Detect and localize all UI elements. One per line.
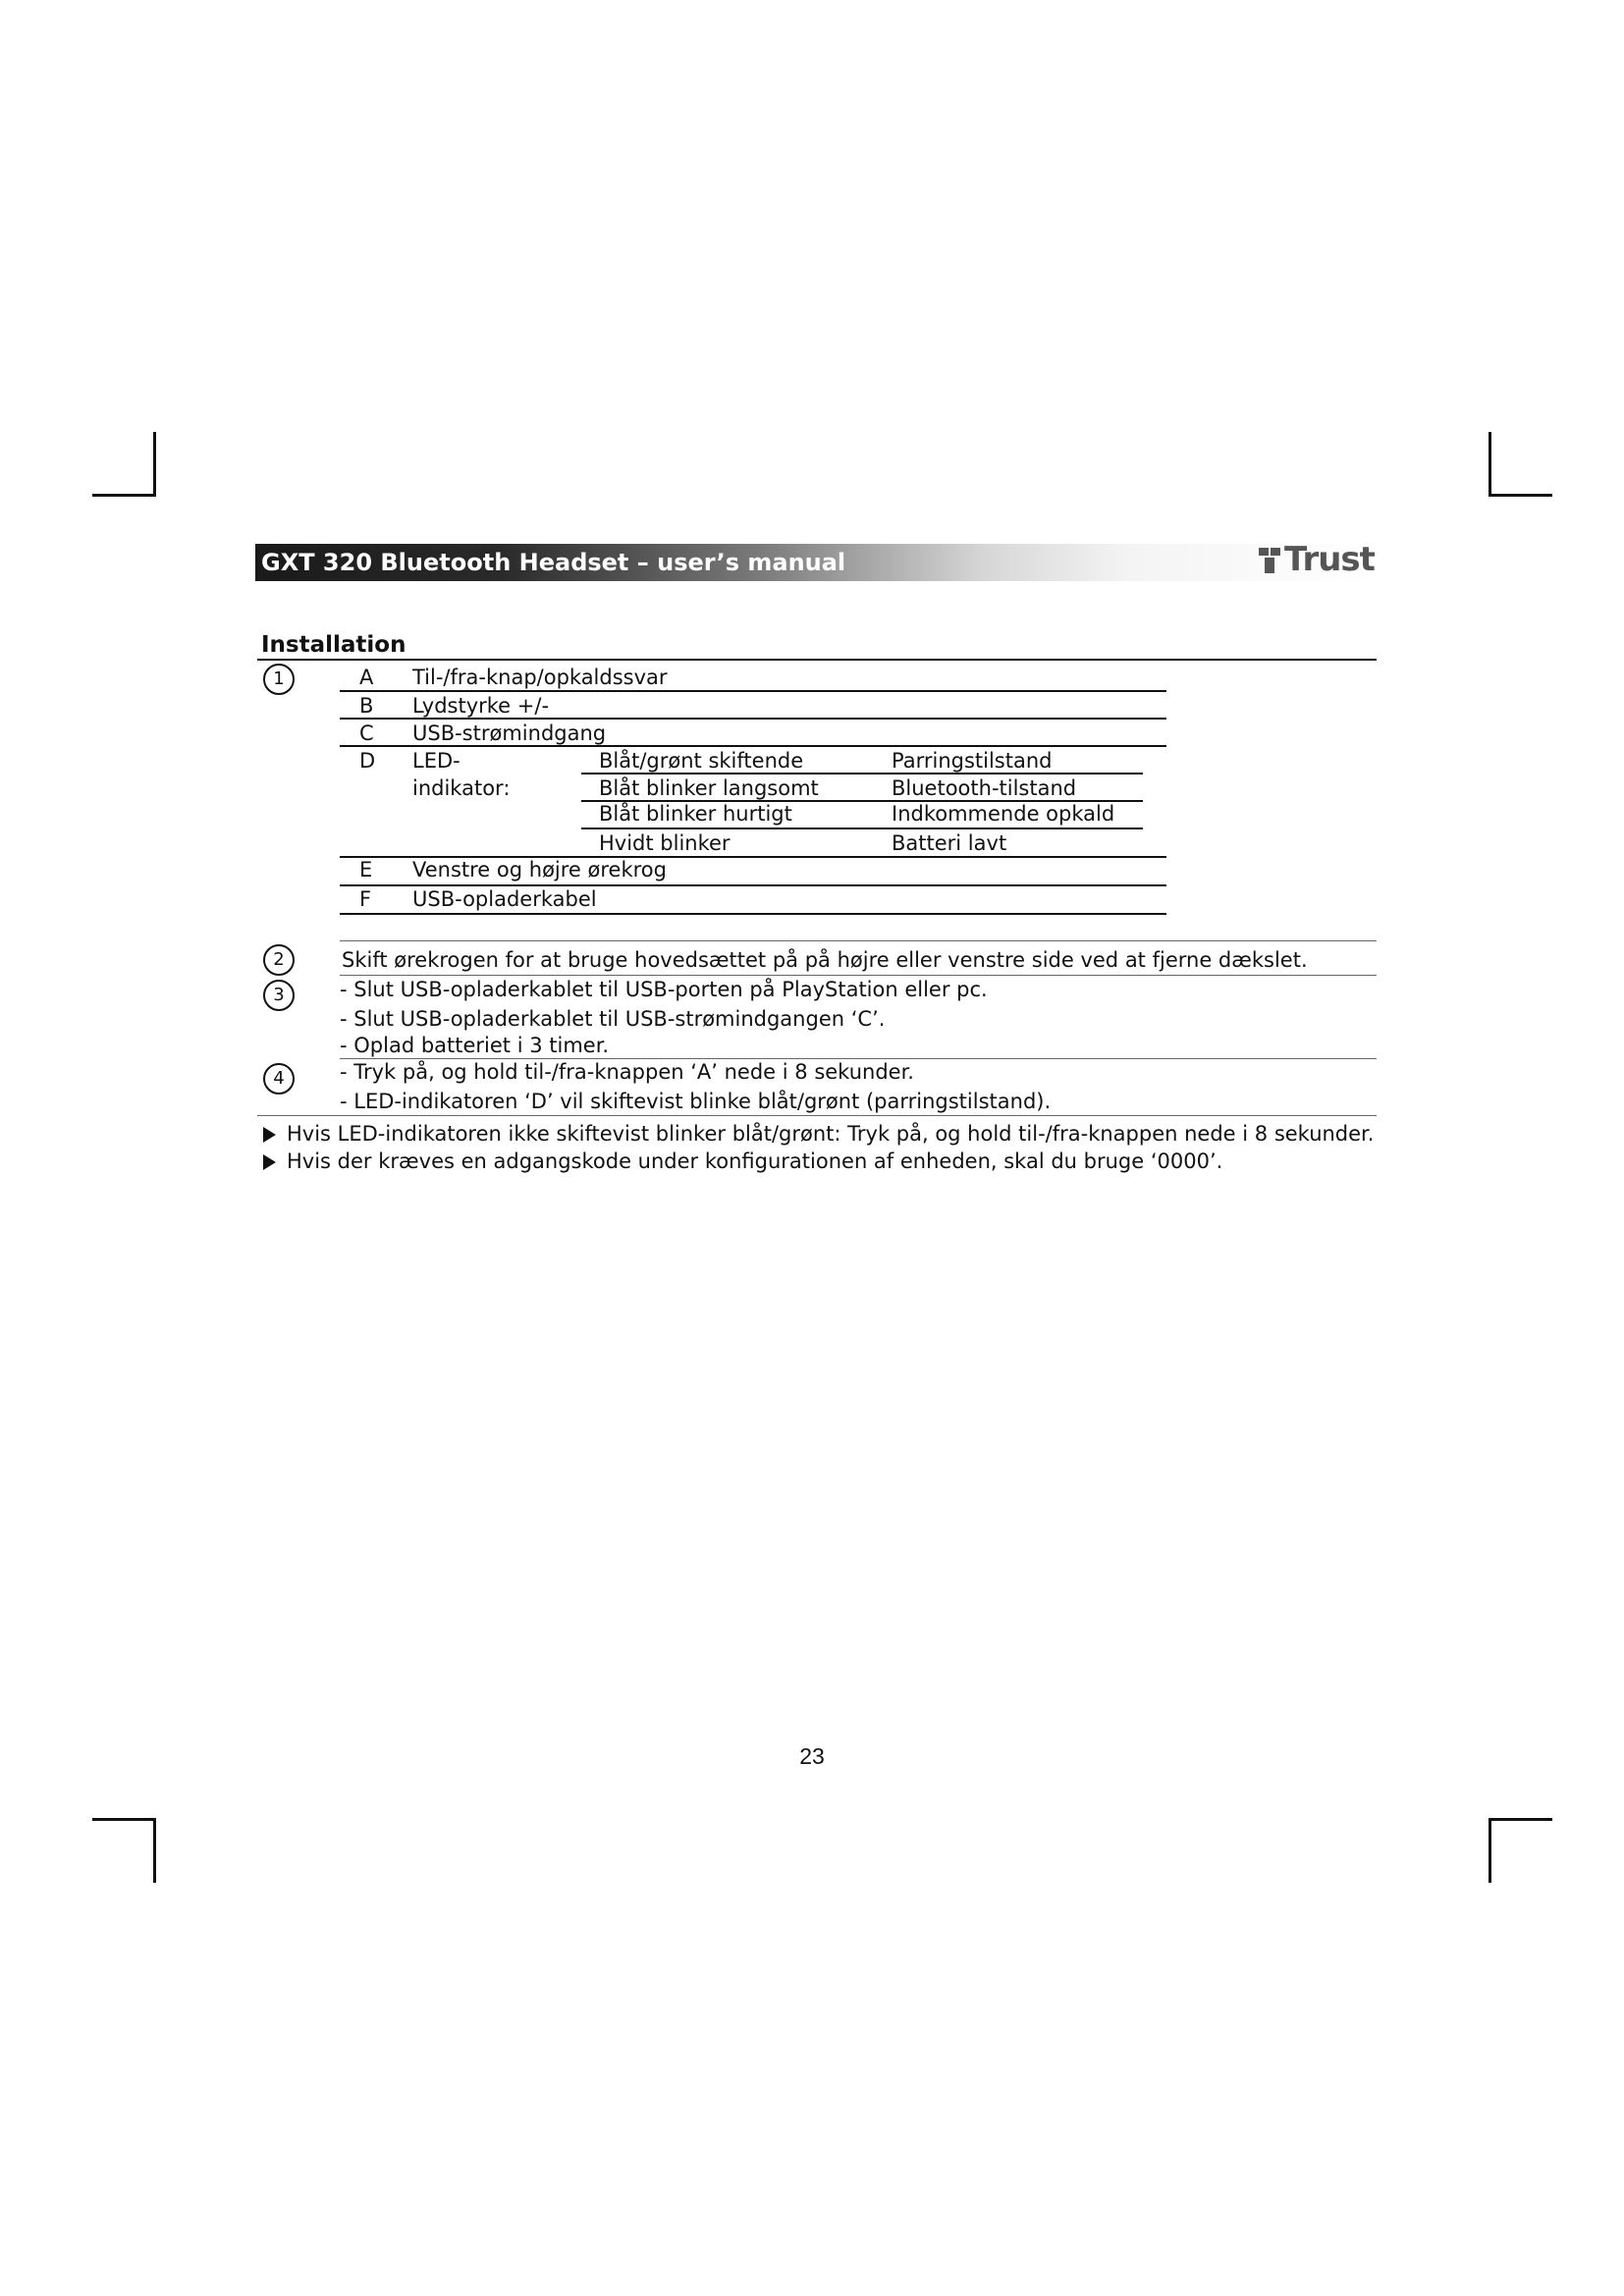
crop-mark-bottom-right-h	[1489, 1818, 1552, 1821]
crop-mark-bottom-left-h	[92, 1818, 156, 1821]
step-4-line: - LED-indikatoren ‘D’ vil skiftevist blinke blåt/grønt (parringstilstand).	[340, 1090, 1052, 1113]
led-meaning: Batteri lavt	[892, 831, 1007, 855]
part-letter: E	[359, 858, 373, 881]
page-number: 23	[799, 1743, 825, 1769]
led-meaning: Bluetooth-tilstand	[892, 776, 1077, 800]
part-letter: D	[359, 749, 376, 773]
trust-logo: Trust	[1284, 540, 1375, 579]
step-rule	[340, 940, 1377, 941]
table-rule	[340, 913, 1166, 915]
led-signal: Blåt blinker langsomt	[599, 776, 819, 800]
step-4-marker: 4	[263, 1063, 295, 1095]
step-rule	[257, 1115, 1377, 1116]
section-rule	[257, 659, 1377, 661]
crop-mark-bottom-right-v	[1489, 1818, 1491, 1883]
part-letter: C	[359, 721, 374, 745]
crop-mark-top-left-h	[92, 494, 156, 497]
step-1-marker: 1	[263, 664, 295, 695]
section-title: Installation	[261, 632, 406, 658]
part-label: Lydstyrke +/-	[412, 694, 550, 718]
step-4-line: - Tryk på, og hold til-/fra-knappen ‘A’ nede i 8 sekunder.	[340, 1060, 914, 1084]
part-label: USB-strømindgang	[412, 721, 607, 745]
crop-mark-top-right-h	[1489, 494, 1552, 497]
led-meaning: Parringstilstand	[892, 749, 1053, 773]
trust-logo-mark	[1259, 546, 1284, 575]
led-signal: Blåt/grønt skiftende	[599, 749, 804, 773]
manual-title: GXT 320 Bluetooth Headset – user’s manual	[261, 549, 846, 576]
part-letter: F	[359, 887, 372, 911]
part-label: Til-/fra-knap/opkaldssvar	[412, 666, 668, 689]
step-3-line: - Oplad batteriet i 3 timer.	[340, 1034, 610, 1057]
step-2-text: Skift ørekrogen for at bruge hovedsættet på på højre eller venstre side ved at fjerne dækslet.	[342, 948, 1308, 972]
step-3-line: - Slut USB-opladerkablet til USB-porten på PlayStation eller pc.	[340, 978, 988, 1001]
led-signal: Hvidt blinker	[599, 831, 731, 855]
crop-mark-bottom-left-v	[153, 1818, 156, 1883]
note-text: Hvis LED-indikatoren ikke skiftevist blinker blåt/grønt: Tryk på, og hold til-/fra-knappen nede i 8 sekunder.	[287, 1122, 1375, 1146]
led-signal: Blåt blinker hurtigt	[599, 802, 792, 826]
part-label-line1: LED-	[412, 749, 460, 773]
part-label: Venstre og højre ørekrog	[412, 858, 667, 881]
step-3-line: - Slut USB-opladerkablet til USB-strømindgangen ‘C’.	[340, 1007, 886, 1031]
part-letter: B	[359, 694, 374, 718]
crop-mark-top-left-v	[153, 432, 156, 497]
crop-mark-top-right-v	[1489, 432, 1491, 497]
led-meaning: Indkommende opkald	[892, 802, 1115, 826]
step-3-marker: 3	[263, 980, 295, 1011]
note-text: Hvis der kræves en adgangskode under konfigurationen af enheden, skal du bruge ‘0000’.	[287, 1149, 1223, 1173]
part-label: USB-opladerkabel	[412, 887, 597, 911]
part-label-line2: indikator:	[412, 776, 511, 800]
step-2-marker: 2	[263, 944, 295, 976]
note-bullet-icon	[263, 1127, 276, 1143]
note-bullet-icon	[263, 1154, 276, 1170]
part-letter: A	[359, 666, 374, 689]
